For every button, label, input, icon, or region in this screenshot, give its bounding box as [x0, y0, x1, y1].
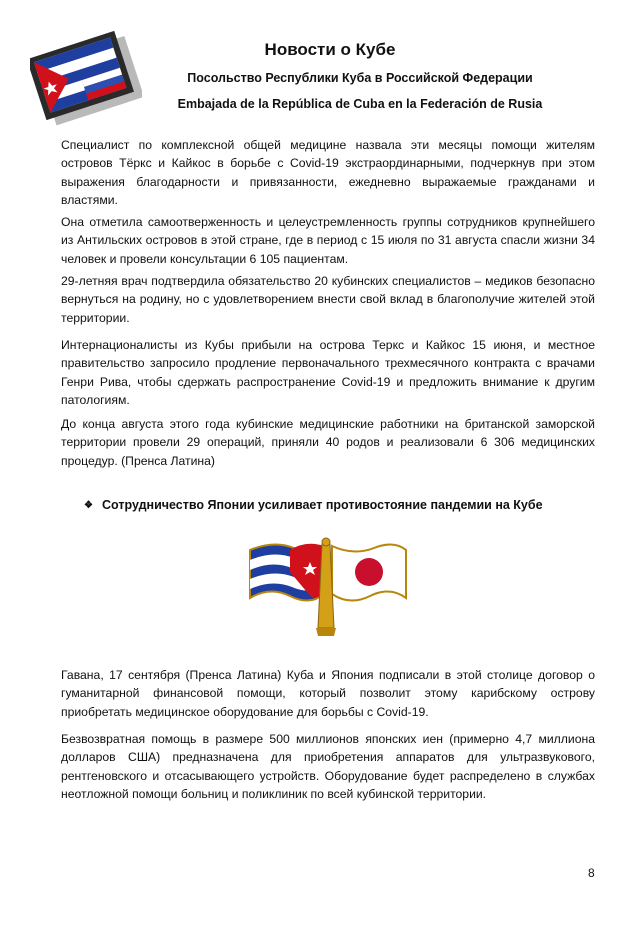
article1-paragraph-3: 29-летняя врач подтвердила обязательство 20 кубинских специалистов – медиков безопасно вернуться на родину, но с удовлетворением внести свой вклад в благополучие жителей этой территории.	[61, 274, 595, 325]
embassy-name-es: Embajada de la República de Cuba en la Federación de Rusia	[177, 97, 543, 111]
cuba-japan-flags-pin-image	[244, 532, 410, 642]
article1-paragraph-5: До конца августа этого года кубинские медицинские работники на британской заморской территории провели 29 операций, приняли 40 родов и реализовали 6 306 медицинских процедур. (Пренса Латина)	[61, 417, 595, 468]
page-title: Новости о Кубе	[264, 40, 396, 59]
embassy-name-ru: Посольство Республики Куба в Российской Федерации	[187, 71, 533, 85]
article2-heading	[84, 498, 604, 512]
diamond-bullet-icon: ❖	[84, 500, 93, 511]
cuba-russia-flag-logo	[30, 28, 142, 132]
article1-paragraph-4: Интернационалисты из Кубы прибыли на острова Теркс и Кайкос 15 июня, и местное правительство запросило продление первоначального трехмесячного контракта с врачами Генри Рива, чтобы сдержать распространение Covid-19 и предложить внимание к другим патологиям.	[61, 338, 595, 408]
article2-paragraph-1: Гавана, 17 сентября (Пренса Латина) Куба и Япония подписали в этой столице договор о гуманитарной финансовой помощи, который позволит этому карибскому острову приобретать медицинское оборудование для борьбы с Covid-19.	[61, 668, 595, 719]
article1-paragraph-1: Специалист по комплексной общей медицине назвала эти месяцы помощи жителям островов Тёркс и Кайкос в борьбе с Covid-19 экстраординарными, подчеркнув при этом выражения благодарности и привязанности, ежедневно выражаемые гражданами и властями.	[61, 138, 595, 208]
article2-heading-text: Сотрудничество Японии усиливает противостояние пандемии на Кубе	[102, 498, 543, 512]
article1-paragraph-2: Она отметила самоотверженность и целеустремленность группы сотрудников крупнейшего из Антильских островов в этой стране, где в период с 15 июля по 31 августа спасли жизни 34 человек и провели консультации 6 105 пациентам.	[61, 215, 595, 266]
article2-paragraph-2: Безвозвратная помощь в размере 500 миллионов японских иен (примерно 4,7 миллиона долларов США) предназначена для приобретения аппаратов для ультразвукового, рентгеновского и отсасывающего устройств. Оборудование будет распределено в службах неотложной помощи больниц и поликлиник по всей кубинской территории.	[61, 732, 595, 802]
page-number: 8	[588, 866, 595, 880]
